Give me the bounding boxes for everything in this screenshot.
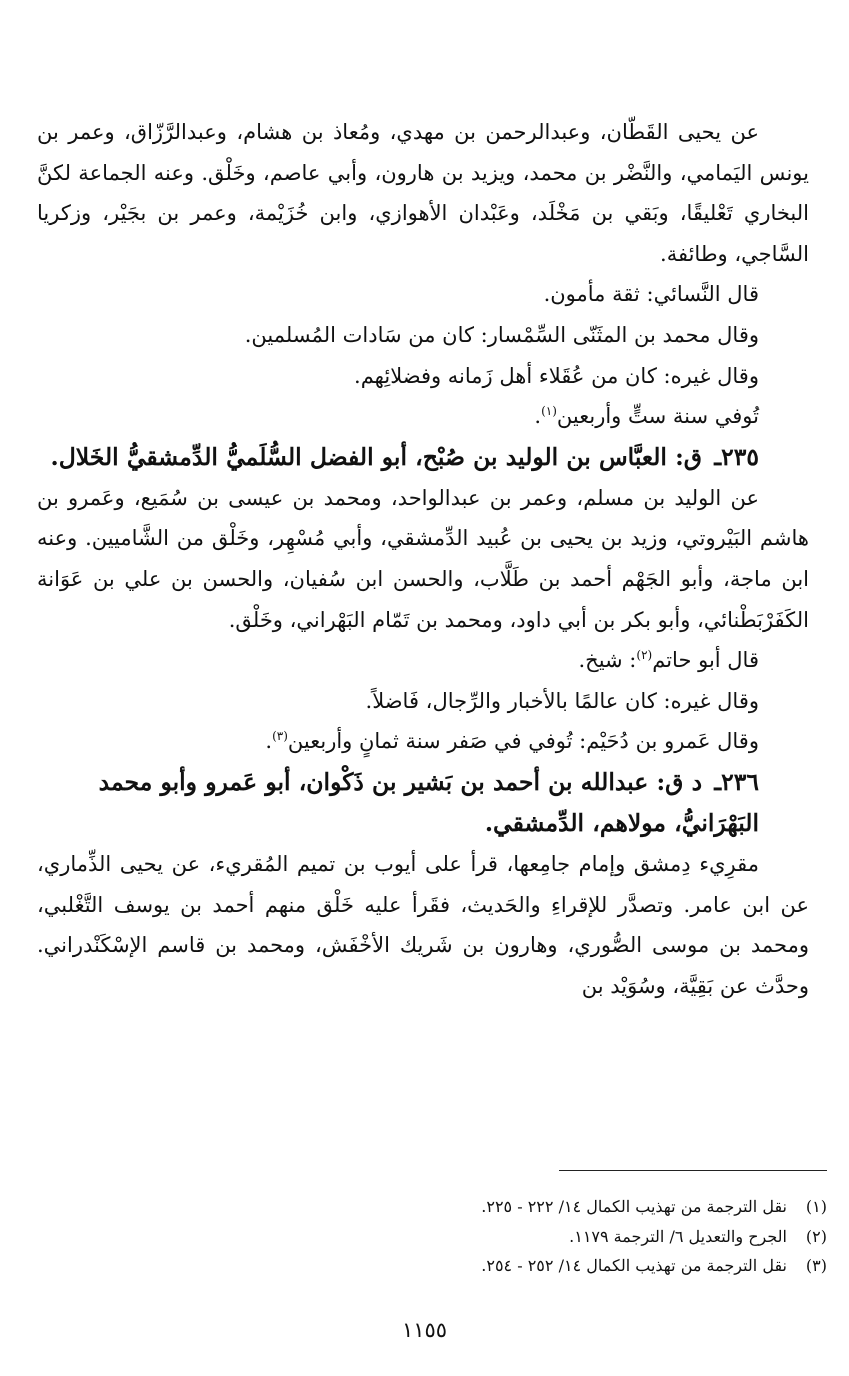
main-text (37, 112, 809, 1006)
text-line: يحيى الذِّماري، عن ابن عامر. وتصدَّر للإقراءِ والحَديث، فقَرأ عليه خَلْق منهم (37, 851, 809, 917)
text-line: وخَلْق من الشَّاميين. وعنه ابن ماجة، وأبو الجَهْم أحمد بن طَلَّاب، والحسن (37, 526, 809, 591)
paragraph-narrators-abbas-prev (37, 112, 809, 274)
quote-abu-hatim (37, 640, 809, 681)
text-line: أحمد بن يوسف التَّغْلبي، ومحمد بن موسى الصُّوري، وهارون بن شَريك (37, 892, 809, 958)
footnote-number: (٢) (805, 1226, 827, 1246)
entry-number: ٢٣٦ـ (714, 767, 759, 796)
entry-heading-235 (37, 437, 809, 478)
footnote-3 (57, 1251, 827, 1281)
quote-end: : شيخ. (578, 648, 637, 673)
text-line: ومحمد بن تَمّام البَهْراني، وخَلْق. (228, 607, 503, 632)
paragraph-entry-236 (37, 844, 809, 1006)
page-number: ١١٥٥ (401, 1318, 448, 1342)
punctuation: . (265, 729, 273, 754)
death-text: وقال عَمرو بن دُحَيْم: تُوفي في صَفر سنة ثمانٍ وأربعين (287, 729, 759, 754)
footnote-ref-3: (٣) (272, 729, 288, 744)
paragraph-entry-235 (37, 478, 809, 640)
quote-other-2: وقال غيره: كان عالمًا بالأخبار والرِّجال، فَاضلاً. (365, 688, 759, 713)
text-line: وعبدالرَّزّاق، وعمر بن يونس اليَمامي، والنَّضْر بن محمد، ويزيد بن هارون، (37, 120, 809, 185)
footnote-text: نقل الترجمة من تهذيب الكمال ١٤/ ٢٥٢ - ٢٥٤. (481, 1256, 787, 1275)
text-line: مقرِيء دِمشق وإمام جامِعها، قرأ على أيوب بن تميم المُقريء، عن (171, 851, 759, 876)
text-line: ابن سُفيان، والحسن بن علي بن عَوَانة الكَفَرْبَطْنائي، وأبو بكر بن أبي داود، (37, 566, 809, 632)
quote-simsar: وقال محمد بن المثَنّى السِّمْسار: كان من سَادات المُسلمين. (244, 322, 759, 347)
footnote-2 (57, 1222, 827, 1252)
footnotes (57, 1192, 827, 1281)
text-line: عن يحيى القَطّان، وعبدالرحمن بن مهدي، ومُعاذ بن هشام، (236, 120, 759, 144)
entry-heading-236 (37, 762, 809, 844)
footnote-text: الجرح والتعديل ٦/ الترجمة ١١٧٩. (569, 1226, 787, 1246)
quote-other: وقال غيره: كان من عُقَلاء أهل زَمانه وفضلائِهم. (354, 363, 759, 388)
footnote-number: (١) (805, 1197, 827, 1216)
text-line: عن الوليد بن مسلم، وعمر بن عبدالواحد، ومحمد بن عيسى بن سُمَيع، (133, 485, 759, 510)
death-note-2 (37, 721, 809, 762)
footnote-number: (٣) (805, 1256, 827, 1275)
text-line: وأبي عاصم، وخَلْق. وعنه الجماعة لكنَّ البخاري تَعْليقًا، وبَقي بن مَخْلَد، (37, 160, 809, 226)
text-line: الأخْفَش، ومحمد بن قاسم الإسْكَنْدراني. وحدَّث عن بَقِيَّة، وسُوَيْد بن (37, 933, 809, 998)
death-note (37, 396, 809, 437)
text-line: وعَمرو بن هاشم البَيْروتي، وزيد بن يحيى بن عُبيد الدِّمشقي، وأبي مُسْهِر، (37, 485, 809, 551)
quote-nasai: قال النَّسائي: ثقة مأمون. (543, 282, 759, 307)
footnote-ref-2: (٢) (636, 648, 653, 663)
footnote-ref-1: (١) (541, 404, 557, 419)
footnote-text: نقل الترجمة من تهذيب الكمال ١٤/ ٢٢٢ - ٢٢٥. (481, 1197, 787, 1216)
footnote-1 (57, 1192, 827, 1222)
footnote-divider (559, 1170, 827, 1171)
entry-title: د ق: عبدالله بن أحمد بن بَشير بن ذَكْوان، أبو عَمرو وأبو محمد البَهْرَانيُّ، مولاهم، الدِّمشقي. (98, 767, 759, 837)
entry-number: ٢٣٥ـ (714, 442, 759, 471)
death-text: تُوفي سنة ستٍّ وأربعين (556, 404, 759, 429)
quote-text: قال أبو حاتم (652, 648, 759, 673)
text-line: وعَبْدان الأهوازي، وابن خُزَيْمة، وعمر بن بجَيْر، وزكريا السَّاجي، وطائفة. (37, 201, 809, 266)
entry-title: ق: العبَّاس بن الوليد بن صُبْح، أبو الفضل السُّلَميُّ الدِّمشقيُّ الخَلال. (50, 442, 703, 471)
punctuation: . (534, 404, 542, 429)
